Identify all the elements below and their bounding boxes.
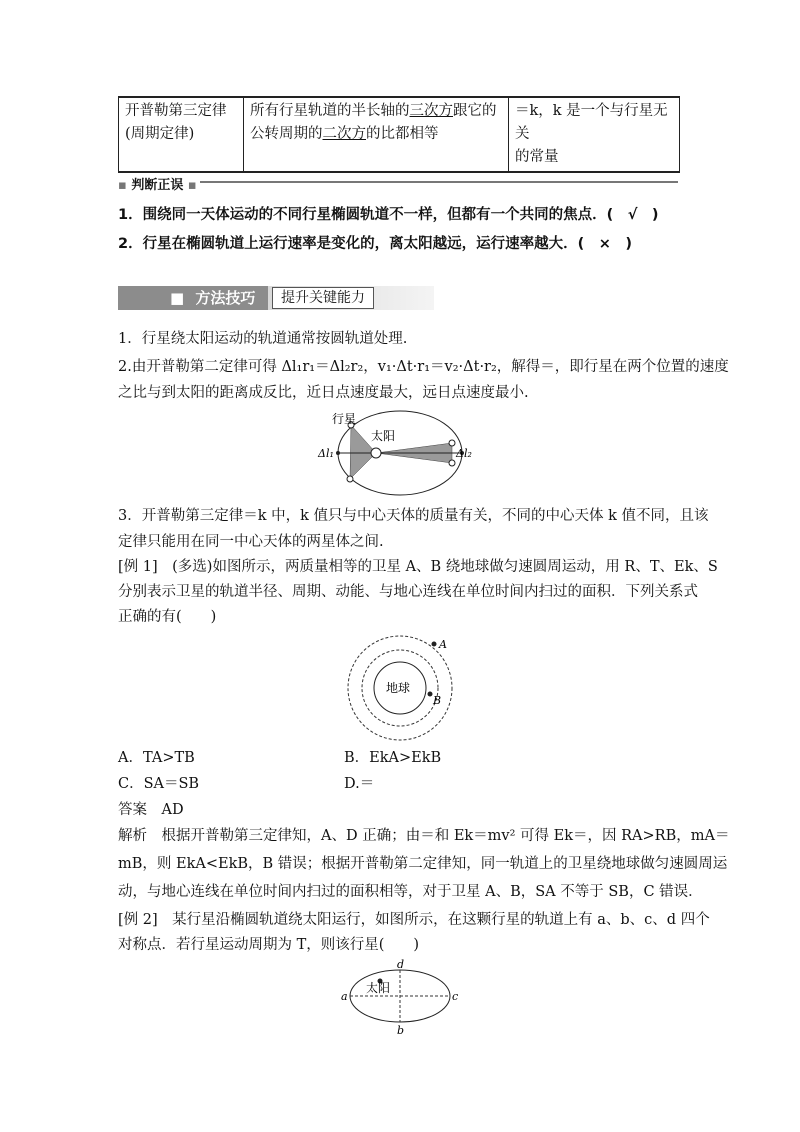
section-subtitle: 提升关键能力: [272, 287, 374, 309]
section-title: 方法技巧: [195, 289, 256, 307]
delta-l2-label: Δl₂: [456, 447, 472, 460]
law-table: [118, 96, 680, 173]
option-a: A．TA>TB: [118, 750, 195, 766]
example-1-line1: [例 1] (多选)如图所示，两质量相等的卫星 A、B 绕地球做匀速圆周运动，用 R、T、Ek、S: [118, 559, 718, 575]
sun-label: 太阳: [371, 429, 396, 443]
law-name: 开普勒第三定律: [125, 103, 227, 119]
example-2-line1: [例 2] 某行星沿椭圆轨道绕太阳运行，如图所示，在这颗行星的轨道上有 a、b、c、d 四个: [118, 912, 710, 928]
satellite-a-dot: [432, 642, 437, 647]
law-formula-line2: 的常量: [515, 149, 559, 165]
point-a-label: a: [341, 990, 348, 1003]
satellite-orbit-figure: [340, 630, 460, 750]
planet-icon: [449, 440, 455, 446]
sun-label: 太阳: [366, 981, 391, 995]
law-content-line1: 所有行星轨道的半长轴的三次方跟它的: [250, 103, 497, 119]
tip-3-line1: 3．开普勒第三定律＝k 中，k 值只与中心天体的质量有关，不同的中心天体 k 值不同，且该: [118, 508, 709, 524]
explanation-line2: mB，则 EkA<EkB，B 错误；根据开普勒第二定律知，同一轨道上的卫星绕地球做匀速圆周运: [118, 856, 728, 872]
law-formula-cell: [509, 97, 680, 172]
underlined-term: 三次方: [409, 103, 453, 119]
example-2-line2: 对称点．若行星运动周期为 T，则该行星( ): [118, 937, 420, 953]
table-row: [119, 97, 680, 172]
earth-label: 地球: [386, 681, 411, 695]
point-b-label: b: [397, 1024, 405, 1037]
planet-icon: [449, 460, 455, 466]
law-alias: (周期定律): [125, 126, 195, 142]
satellite-a-label: A: [439, 638, 447, 651]
underlined-term: 二次方: [322, 126, 366, 142]
divider: [200, 181, 678, 183]
example-1-line3: 正确的有( ): [118, 609, 217, 625]
explanation-line3: 动，与地心连线在单位时间内扫过的面积相等，对于卫星 A、B，SA 不等于 SB，C 错误．: [118, 884, 703, 900]
judge-header: [118, 174, 678, 192]
option-d: D.＝: [344, 776, 375, 792]
option-c: C．SA＝SB: [118, 776, 200, 792]
judge-title: 判断正误: [131, 178, 184, 193]
satellite-b-dot: [428, 692, 433, 697]
law-formula-line1: ＝k，k 是一个与行星无关: [515, 103, 668, 142]
tip-3-line2: 定律只能用在同一中心天体的两星体之间.: [118, 534, 384, 550]
section-title-block: [118, 286, 268, 310]
section-header: [118, 286, 434, 310]
point-c-label: c: [452, 990, 459, 1003]
explanation-line1: 解析 根据开普勒第三定律知，A、D 正确；由＝和 Ek＝mv² 可得 Ek＝，因 RA>RB，mA＝: [118, 828, 730, 844]
tip-2-line1: 2.由开普勒第二定律可得 Δl₁r₁＝Δl₂r₂，v₁·Δt·r₁＝v₂·Δt·r₂，解得＝，即行星在两个位置的速度: [118, 359, 729, 375]
law-content-cell: [244, 97, 509, 172]
ellipse-points-figure: [336, 956, 464, 1036]
judge-question-1: 1．围绕同一天体运动的不同行星椭圆轨道不一样，但都有一个共同的焦点．( √ ): [118, 207, 659, 223]
planet-icon: [347, 476, 353, 482]
point-d-label: d: [397, 958, 405, 971]
judge-question-2: 2．行星在椭圆轨道上运行速率是变化的，离太阳越远，运行速率越大．( × ): [118, 236, 632, 252]
law-name-cell: [119, 97, 244, 172]
square-icon: ■: [170, 289, 185, 307]
bullet-icon: ▪: [187, 178, 197, 193]
tip-2-line2: 之比与到太阳的距离成反比，近日点速度最大，远日点速度最小.: [118, 385, 529, 401]
delta-l1-label: Δl₁: [318, 447, 334, 460]
option-b: B．EkA>EkB: [344, 750, 442, 766]
kepler-orbit-figure: [320, 405, 480, 505]
planet-label: 行星: [332, 412, 357, 426]
perihelion-dot: [336, 451, 340, 455]
tip-1: 1．行星绕太阳运动的轨道通常按圆轨道处理.: [118, 331, 408, 347]
bullet-icon: ▪: [118, 178, 127, 193]
sun-icon: [371, 448, 381, 458]
example-1-line2: 分别表示卫星的轨道半径、周期、动能、与地心连线在单位时间内扫过的面积．下列关系式: [118, 584, 698, 600]
satellite-b-label: B: [433, 694, 442, 707]
answer: 答案 AD: [118, 802, 184, 818]
law-content-line2: 公转周期的二次方的比都相等: [250, 126, 439, 142]
